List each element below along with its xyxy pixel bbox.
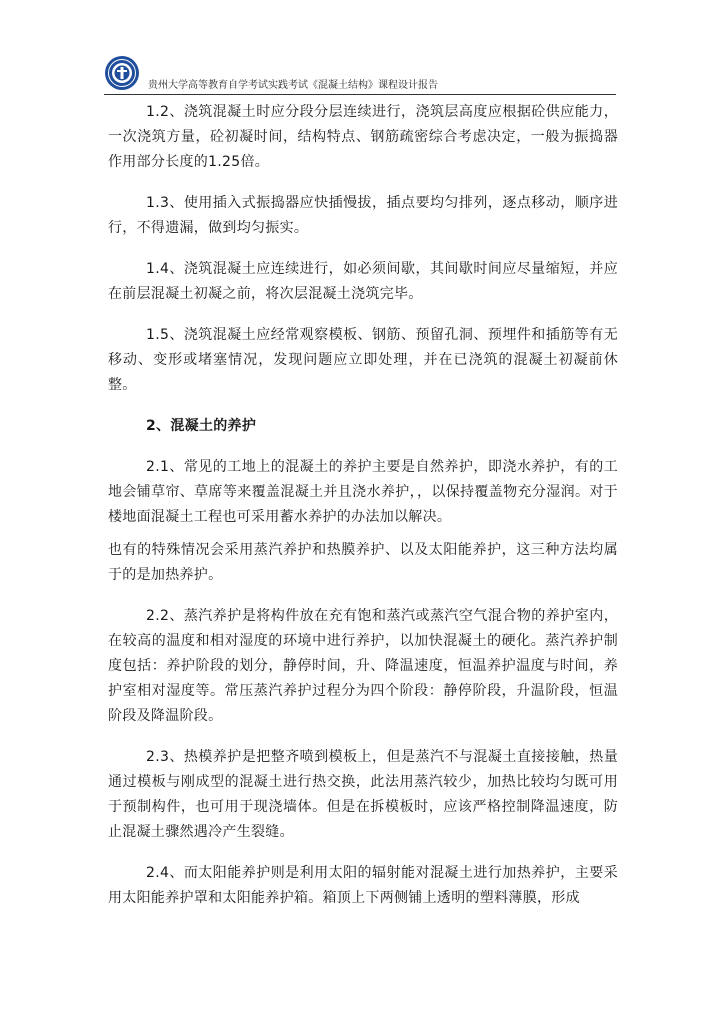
- paragraph-1-4: 1.4、浇筑混凝土应连续进行，如必须间歇，其间歇时间应尽量缩短，并应在前层混凝土初凝之前，将次层混凝土浇筑完毕。: [108, 261, 618, 302]
- paragraph-2-2: 2.2、蒸汽养护是将构件放在充有饱和蒸汽或蒸汽空气混合物的养护室内，在较高的温度和相对湿度的环境中进行养护，以加快混凝土的硬化。蒸汽养护制度包括：养护阶段的划分，静停时间，升、降温速度，恒温养护温度与时间，养护室相对湿度等。常压蒸汽养护过程分为四个阶段：静停阶段，升温阶段，恒温阶段及降温阶段。: [108, 608, 618, 724]
- section-heading: 2、混凝土的养护: [146, 418, 257, 434]
- paragraph-2-1: 2.1、常见的工地上的混凝土的养护主要是自然养护，即浇水养护，有的工地会铺草帘、草席等来覆盖混凝土并且浇水养护，，以保持覆盖物充分湿润。对于楼地面混凝土工程也可采用蓄水养护的办法加以解决。: [108, 459, 618, 525]
- paragraph-1-2: 1.2、浇筑混凝土时应分段分层连续进行，浇筑层高度应根据砼供应能力，一次浇筑方量，砼初凝时间，结构特点、钢筋疏密综合考虑决定，一般为振捣器作用部分长度的1.25倍。: [108, 104, 618, 170]
- document-body: [108, 100, 618, 911]
- paragraph-2-4: 2.4、而太阳能养护则是利用太阳的辐射能对混凝土进行加热养护，主要采用太阳能养护罩和太阳能养护箱。箱顶上下两侧铺上透明的塑料薄膜，形成: [108, 865, 618, 906]
- university-seal-icon: [104, 55, 140, 91]
- paragraph-1-3: 1.3、使用插入式振捣器应快插慢拔，插点要均匀排列，逐点移动，顺序进行，不得遗漏，做到均匀振实。: [108, 195, 618, 236]
- header-title: 贵州大学高等教育自学考试实践考试《混凝土结构》课程设计报告: [148, 80, 438, 91]
- paragraph-heating-methods: 也有的特殊情况会采用蒸汽养护和热膜养护、以及太阳能养护，这三种方法均属于的是加热养护。: [108, 542, 618, 583]
- paragraph-2-3: 2.3、热模养护是把整齐喷到模板上，但是蒸汽不与混凝土直接接触，热量通过模板与刚成型的混凝土进行热交换，此法用蒸汽较少，加热比较均匀既可用于预制构件，也可用于现浇墙体。但是在拆模板时，应该严格控制降温速度，防止混凝土骤然遇冷产生裂缝。: [108, 749, 618, 840]
- header-divider: [104, 94, 616, 95]
- paragraph-1-5: 1.5、浇筑混凝土应经常观察模板、钢筋、预留孔洞、预埋件和插筋等有无移动、变形或堵塞情况，发现问题应立即处理，并在已浇筑的混凝土初凝前休整。: [108, 327, 618, 393]
- page-header: [104, 52, 616, 94]
